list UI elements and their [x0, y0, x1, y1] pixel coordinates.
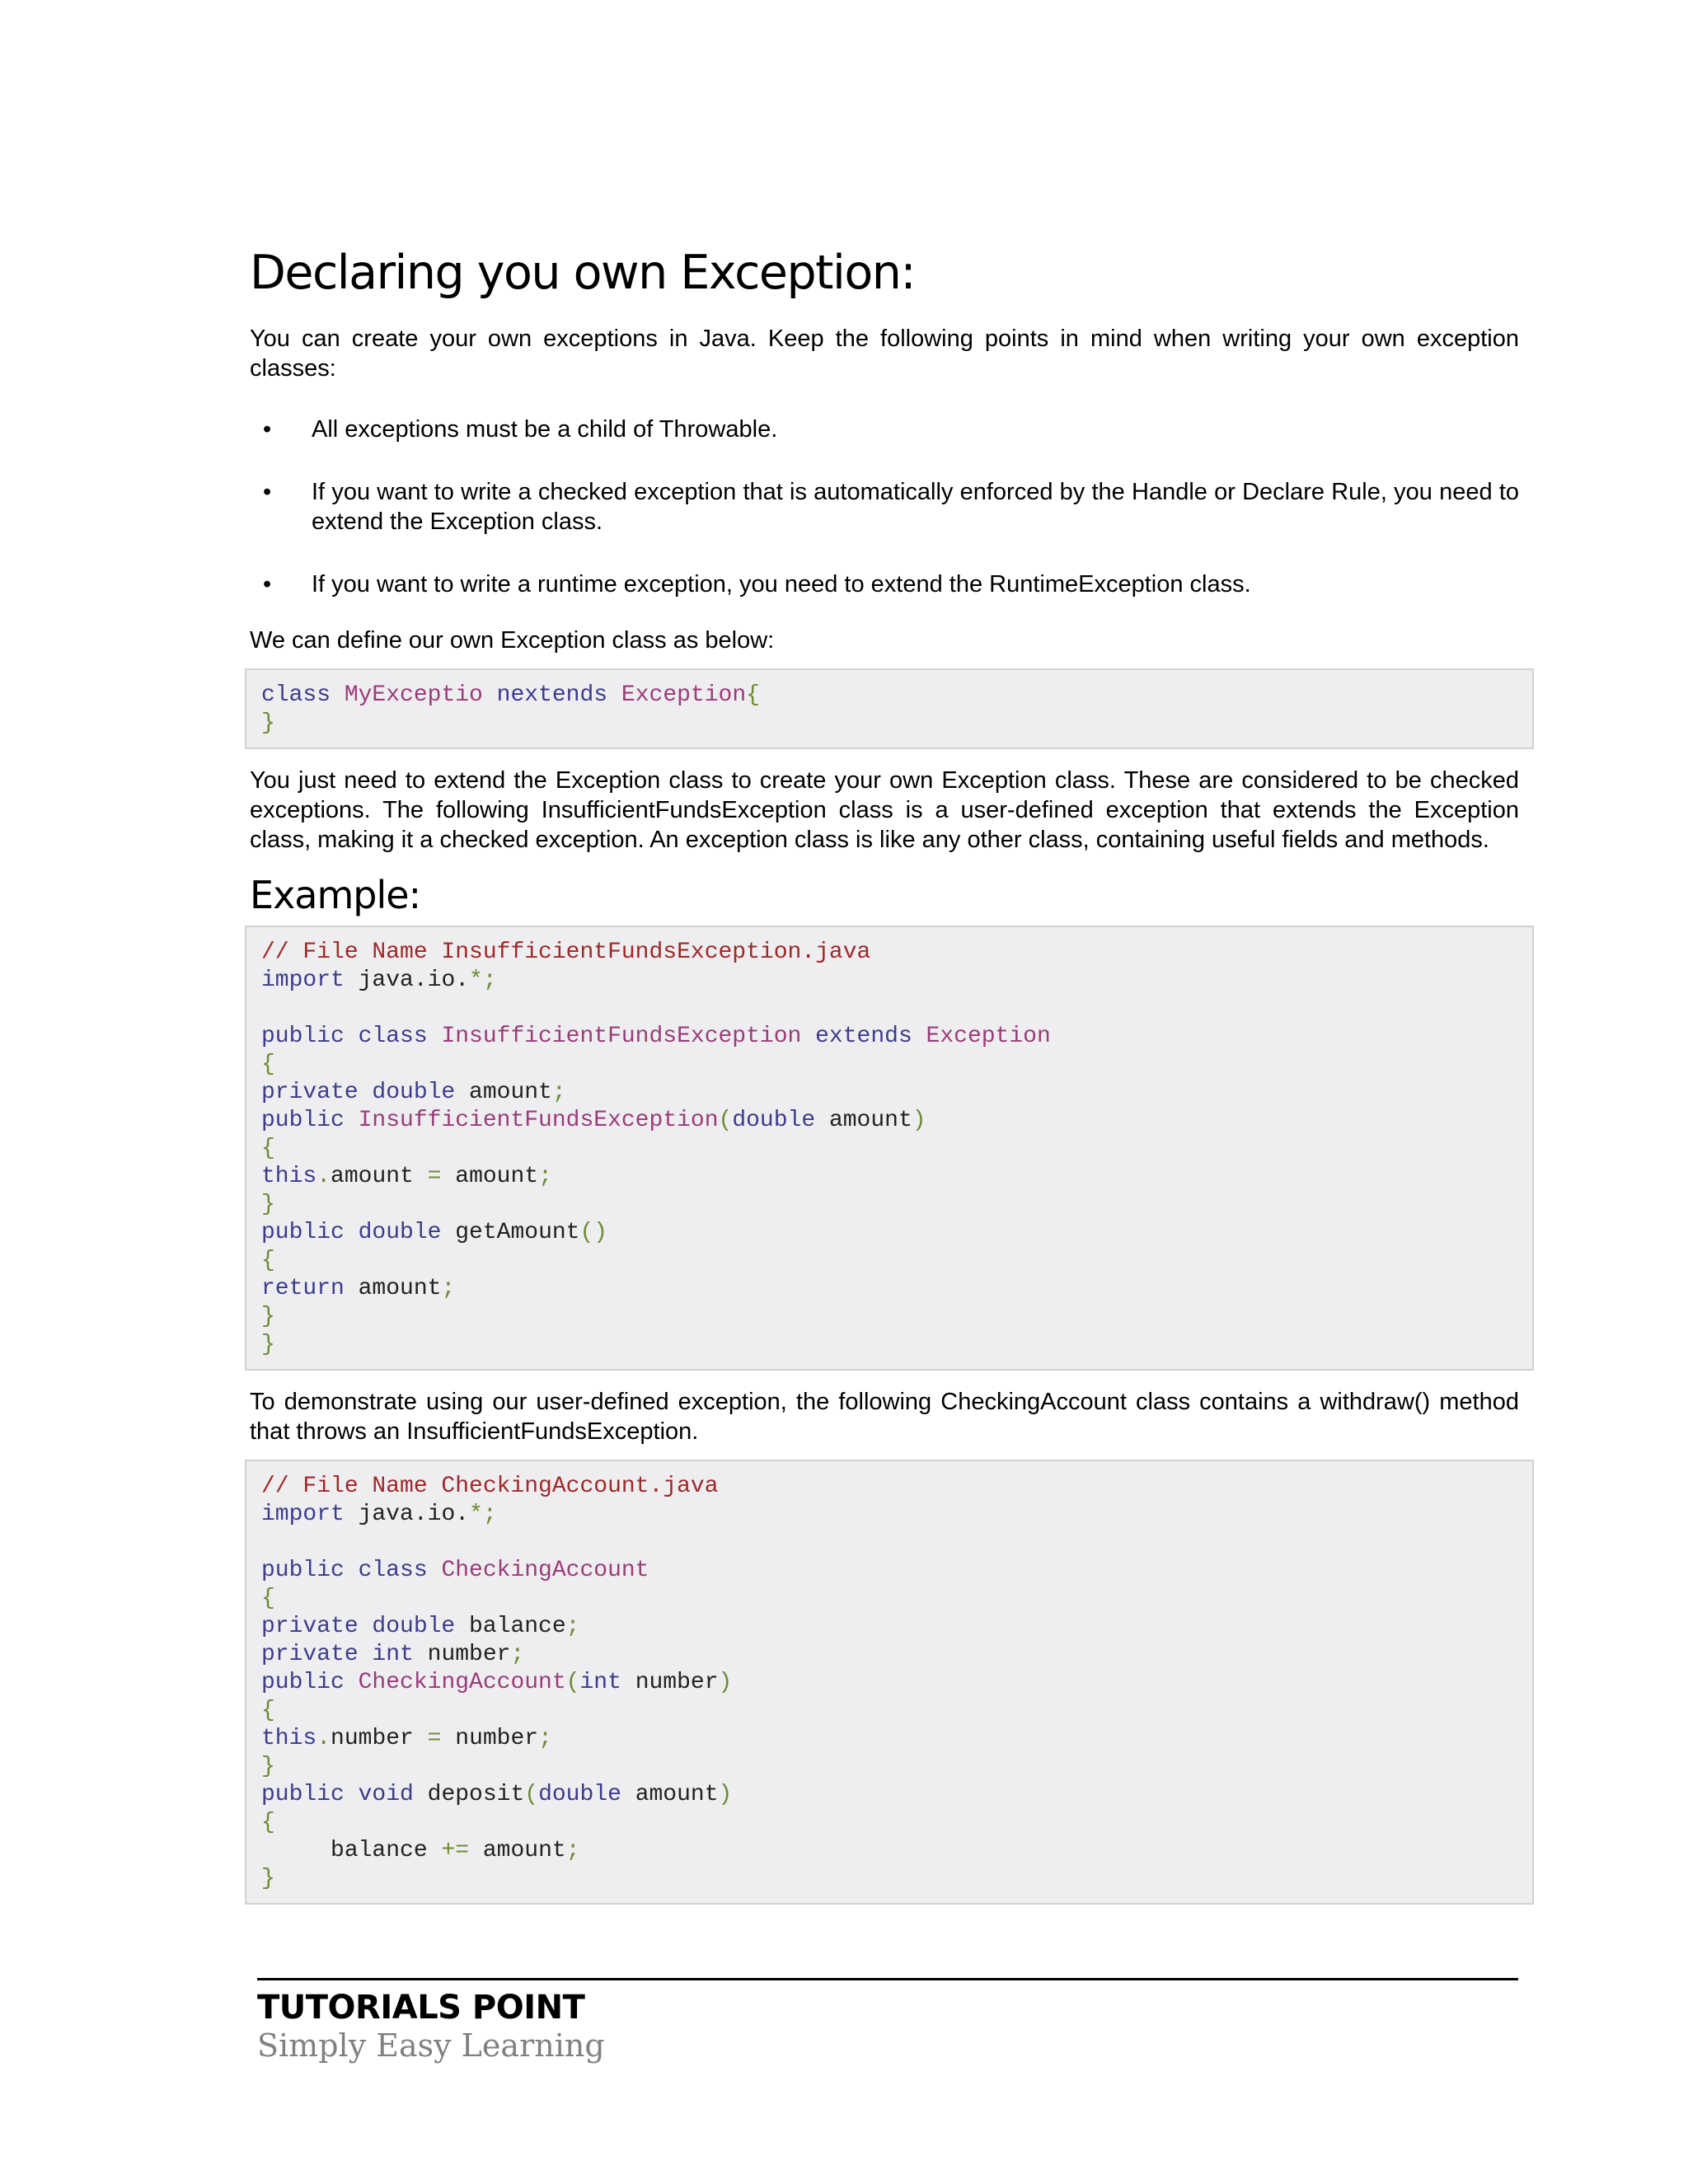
- code-token: return: [261, 1276, 359, 1302]
- code-token: ): [912, 1108, 926, 1134]
- list-item: • If you want to write a runtime exception, you need to extend the RuntimeException class.: [263, 570, 1251, 598]
- code-token: number: [331, 1726, 428, 1752]
- code-token: number: [635, 1670, 719, 1696]
- code-token: {: [261, 1810, 275, 1836]
- code-line: [261, 967, 1517, 995]
- code-block-insufficient-funds: [245, 926, 1534, 1371]
- code-line: [261, 1529, 1517, 1557]
- code-line: [261, 1135, 1517, 1163]
- code-token: {: [261, 1136, 275, 1162]
- code-line: [261, 1697, 1517, 1725]
- code-token: .: [316, 1164, 331, 1190]
- code-token: }: [261, 1304, 275, 1330]
- code-block-myexception: [245, 668, 1534, 749]
- code-line: [261, 710, 1517, 738]
- code-token: *;: [469, 1502, 497, 1528]
- list-item: • All exceptions must be a child of Throwable.: [263, 415, 778, 443]
- code-token: amount: [331, 1164, 428, 1190]
- bullet-icon: •: [263, 570, 272, 598]
- code-token: java.io.: [358, 968, 470, 994]
- demo-paragraph: To demonstrate using our user-defined exception, the following CheckingAccount class contains a withdraw() method that throws an InsufficientFundsException.: [250, 1389, 1519, 1446]
- code-token: {: [261, 1698, 275, 1724]
- code-token: MyExceptio: [344, 682, 497, 708]
- footer-tagline: Simply Easy Learning: [257, 2027, 605, 2064]
- code-token: ;: [441, 1276, 456, 1302]
- code-token: =: [427, 1726, 456, 1752]
- code-token: .: [316, 1726, 331, 1752]
- explain-paragraph: You just need to extend the Exception class to create your own Exception class. These are considered to be checked exceptions. The following InsufficientFundsException class is a user-defined exception that extends the Exception class, making it a checked exception. An exception class is like any other class, containing useful fields and methods.: [250, 766, 1519, 853]
- code-token: deposit: [427, 1782, 525, 1808]
- code-token: *;: [469, 968, 497, 994]
- code-line: [261, 1753, 1517, 1781]
- intro-paragraph: You can create your own exceptions in Java. Keep the following points in mind when writing your own exception classes:: [250, 325, 1519, 382]
- bullet-icon: •: [263, 478, 272, 505]
- code-token: private int: [261, 1642, 428, 1668]
- code-token: InsufficientFundsException: [358, 1108, 719, 1134]
- code-token: (): [579, 1220, 608, 1246]
- code-token: private double: [261, 1614, 470, 1640]
- code-token: Exception: [926, 1024, 1051, 1050]
- code-token: getAmount: [455, 1220, 580, 1246]
- code-line: [261, 1837, 1517, 1865]
- list-item: • If you want to write a checked exception that is automatically enforced by the Handle or Declare Rule, you need to extend the Exception class.: [263, 478, 1519, 535]
- code-line: [261, 1163, 1517, 1191]
- code-token: ;: [510, 1642, 525, 1668]
- code-token: }: [261, 1754, 275, 1780]
- code-token: ;: [538, 1726, 552, 1752]
- code-token: number: [427, 1642, 511, 1668]
- code-token: ): [718, 1782, 733, 1808]
- code-token: }: [261, 1192, 275, 1218]
- code-token: amount: [455, 1164, 539, 1190]
- code-token: // File Name InsufficientFundsException.java: [261, 940, 871, 966]
- footer-brand: TUTORIALS POINT: [257, 1989, 585, 2027]
- code-token: double: [538, 1782, 635, 1808]
- code-token: amount: [469, 1080, 552, 1106]
- code-line: [261, 1557, 1517, 1585]
- code-token: =: [427, 1164, 456, 1190]
- code-token: {: [746, 682, 760, 708]
- code-line: [261, 1219, 1517, 1247]
- code-line: [261, 1725, 1517, 1753]
- code-token: int: [579, 1670, 635, 1696]
- code-token: // File Name CheckingAccount.java: [261, 1474, 719, 1500]
- code-token: balance: [469, 1614, 566, 1640]
- code-line: [261, 1275, 1517, 1303]
- code-token: this: [261, 1164, 317, 1190]
- code-token: }: [261, 1332, 275, 1358]
- code-token: public class: [261, 1558, 442, 1584]
- rules-list: [250, 415, 1519, 599]
- code-line: [261, 1473, 1517, 1501]
- code-token: Exception: [621, 682, 747, 708]
- code-token: this: [261, 1726, 317, 1752]
- code-line: [261, 1669, 1517, 1697]
- code-token: ;: [538, 1164, 552, 1190]
- code-token: (: [718, 1108, 733, 1134]
- code-token: public class: [261, 1024, 442, 1050]
- define-paragraph: We can define our own Exception class as below:: [250, 626, 775, 654]
- bullet-icon: •: [263, 415, 272, 443]
- code-line: [261, 1079, 1517, 1107]
- code-token: amount: [482, 1838, 566, 1864]
- code-token: class: [261, 682, 345, 708]
- page-footer: [257, 1978, 1518, 2064]
- code-token: {: [261, 1248, 275, 1274]
- code-token: amount: [828, 1108, 912, 1134]
- code-line: [261, 1247, 1517, 1275]
- code-token: public double: [261, 1220, 456, 1246]
- code-token: extends: [815, 1024, 926, 1050]
- code-token: amount: [358, 1276, 442, 1302]
- code-line: [261, 1023, 1517, 1051]
- code-token: ;: [565, 1614, 580, 1640]
- code-line: [261, 1781, 1517, 1809]
- code-token: InsufficientFundsException: [441, 1024, 816, 1050]
- code-token: CheckingAccount: [358, 1670, 566, 1696]
- code-line: [261, 1331, 1517, 1359]
- section-title: Declaring you own Exception:: [250, 246, 916, 300]
- code-token: +=: [441, 1838, 483, 1864]
- code-token: public: [261, 1108, 359, 1134]
- code-line: [261, 1641, 1517, 1669]
- example-heading: Example:: [250, 872, 421, 917]
- code-token: public void: [261, 1782, 428, 1808]
- code-line: [261, 995, 1517, 1023]
- code-token: import: [261, 968, 359, 994]
- code-line: [261, 1585, 1517, 1613]
- code-block-checking-account: [245, 1460, 1534, 1905]
- code-token: balance: [261, 1838, 442, 1864]
- code-token: private double: [261, 1080, 470, 1106]
- code-token: public: [261, 1670, 359, 1696]
- code-token: java.io.: [358, 1502, 470, 1528]
- document-page: [250, 247, 1519, 1905]
- code-line: [261, 1865, 1517, 1893]
- code-line: [261, 1051, 1517, 1079]
- code-token: number: [455, 1726, 539, 1752]
- code-line: [261, 939, 1517, 967]
- code-line: [261, 682, 1517, 710]
- code-token: double: [732, 1108, 829, 1134]
- code-token: import: [261, 1502, 359, 1528]
- code-token: ): [718, 1670, 733, 1696]
- code-token: (: [565, 1670, 580, 1696]
- code-line: [261, 1613, 1517, 1641]
- code-token: {: [261, 1052, 275, 1078]
- code-token: amount: [635, 1782, 719, 1808]
- code-line: [261, 1303, 1517, 1331]
- code-token: ;: [551, 1080, 566, 1106]
- code-token: (: [524, 1782, 539, 1808]
- code-line: [261, 1809, 1517, 1837]
- code-token: {: [261, 1586, 275, 1612]
- code-token: CheckingAccount: [441, 1558, 649, 1584]
- code-line: [261, 1191, 1517, 1219]
- code-token: nextends: [496, 682, 621, 708]
- code-token: }: [261, 710, 275, 736]
- code-line: [261, 1501, 1517, 1529]
- footer-divider: [257, 1978, 1518, 1980]
- code-line: [261, 1107, 1517, 1135]
- code-token: }: [261, 1866, 275, 1892]
- code-token: ;: [565, 1838, 580, 1864]
